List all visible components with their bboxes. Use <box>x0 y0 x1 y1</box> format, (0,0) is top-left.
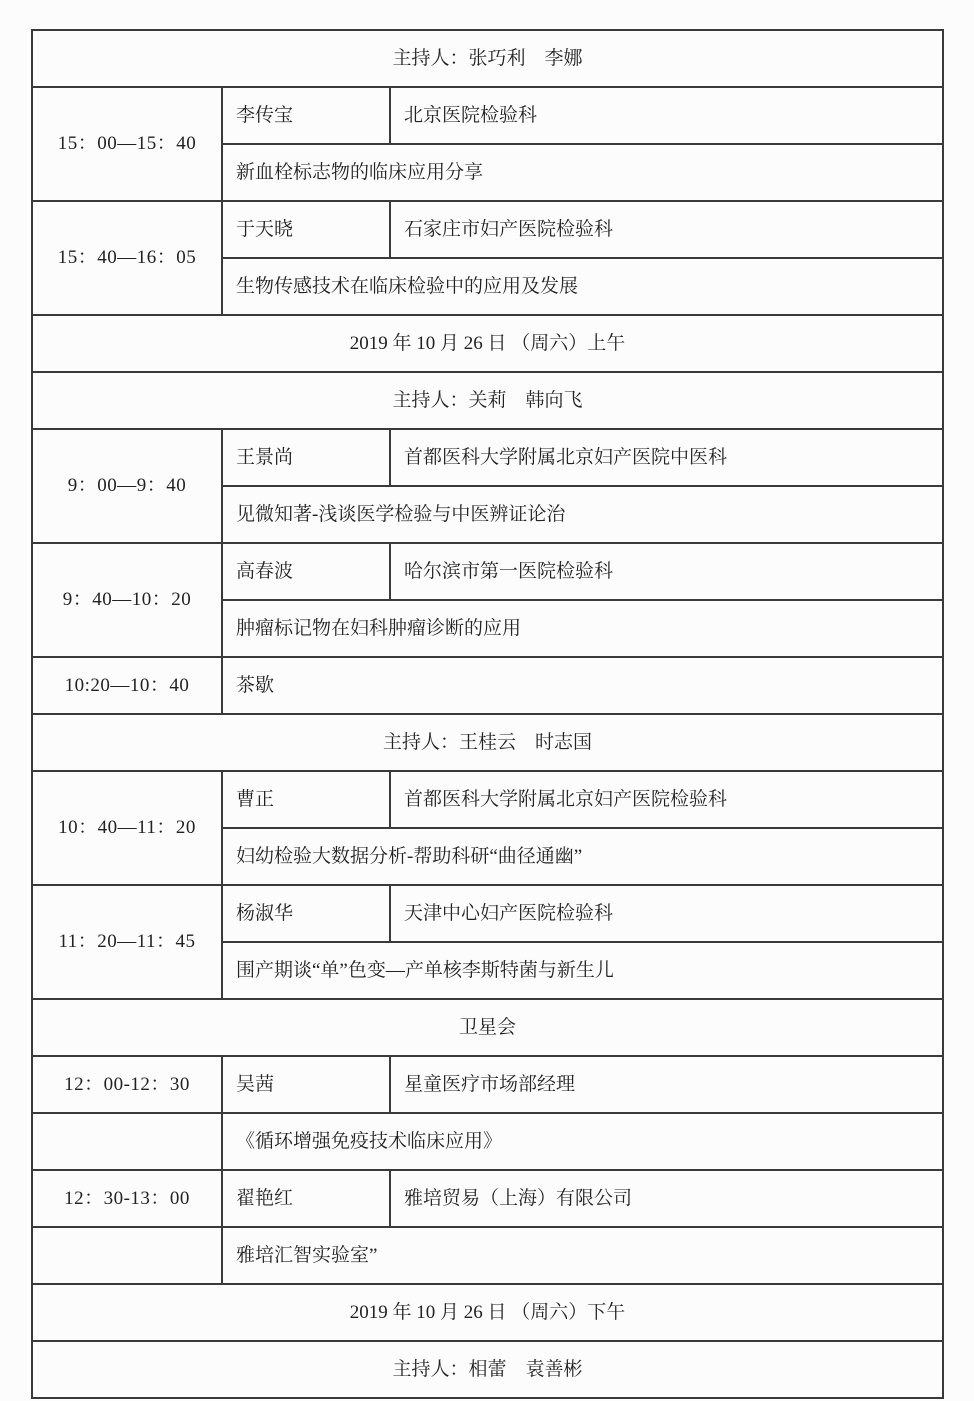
affiliation-cell: 北京医院检验科 <box>390 87 943 144</box>
speaker-name-cell: 李传宝 <box>222 87 390 144</box>
conference-schedule-table <box>31 29 944 1399</box>
host-header-cell: 主持人：张巧利 李娜 <box>32 30 943 87</box>
talk-title-cell: 妇幼检验大数据分析-帮助科研“曲径通幽” <box>222 828 943 885</box>
time-cell: 10：40—11：20 <box>32 771 222 885</box>
time-cell: 10:20—10：40 <box>32 657 222 714</box>
talk-title-cell: 新血栓标志物的临床应用分享 <box>222 144 943 201</box>
table-row <box>32 429 943 486</box>
talk-title-cell: 生物传感技术在临床检验中的应用及发展 <box>222 258 943 315</box>
table-row <box>32 315 943 372</box>
talk-title-cell: 围产期谈“单”色变—产单核李斯特菌与新生儿 <box>222 942 943 999</box>
table-row <box>32 885 943 942</box>
speaker-name-cell: 高春波 <box>222 543 390 600</box>
table-row <box>32 657 943 714</box>
host-header-cell: 主持人：关莉 韩向飞 <box>32 372 943 429</box>
table-row <box>32 87 943 144</box>
table-left-border-stub <box>31 1352 33 1368</box>
table-row <box>32 1284 943 1341</box>
affiliation-cell: 哈尔滨市第一医院检验科 <box>390 543 943 600</box>
time-cell: 12：00-12：30 <box>32 1056 222 1113</box>
time-cell: 12：30-13：00 <box>32 1170 222 1227</box>
affiliation-cell: 首都医科大学附属北京妇产医院中医科 <box>390 429 943 486</box>
table-row <box>32 372 943 429</box>
talk-title-cell: 雅培汇智实验室” <box>222 1227 943 1284</box>
time-cell: 15：40—16：05 <box>32 201 222 315</box>
speaker-name-cell: 翟艳红 <box>222 1170 390 1227</box>
speaker-name-cell: 杨淑华 <box>222 885 390 942</box>
satellite-session-header-cell: 卫星会 <box>32 999 943 1056</box>
affiliation-cell: 石家庄市妇产医院检验科 <box>390 201 943 258</box>
talk-title-cell: 《循环增强免疫技术临床应用》 <box>222 1113 943 1170</box>
host-header-cell: 主持人：王桂云 时志国 <box>32 714 943 771</box>
affiliation-cell: 首都医科大学附属北京妇产医院检验科 <box>390 771 943 828</box>
empty-time-cell <box>32 1113 222 1170</box>
table-row <box>32 30 943 87</box>
table-row <box>32 1056 943 1113</box>
table-row <box>32 714 943 771</box>
affiliation-cell: 雅培贸易（上海）有限公司 <box>390 1170 943 1227</box>
table-row <box>32 1341 943 1398</box>
break-cell: 茶歇 <box>222 657 943 714</box>
time-cell: 11：20—11：45 <box>32 885 222 999</box>
speaker-name-cell: 王景尚 <box>222 429 390 486</box>
speaker-name-cell: 于天晓 <box>222 201 390 258</box>
date-header-cell: 2019 年 10 月 26 日 （周六）下午 <box>32 1284 943 1341</box>
table-row <box>32 201 943 258</box>
time-cell: 9：40—10：20 <box>32 543 222 657</box>
table-row <box>32 1170 943 1227</box>
table-row <box>32 1113 943 1170</box>
affiliation-cell: 天津中心妇产医院检验科 <box>390 885 943 942</box>
host-header-cell: 主持人：相蕾 袁善彬 <box>32 1341 943 1398</box>
table-row <box>32 1227 943 1284</box>
table-row <box>32 771 943 828</box>
empty-time-cell <box>32 1227 222 1284</box>
time-cell: 15：00—15：40 <box>32 87 222 201</box>
affiliation-cell: 星童医疗市场部经理 <box>390 1056 943 1113</box>
time-cell: 9：00—9：40 <box>32 429 222 543</box>
talk-title-cell: 肿瘤标记物在妇科肿瘤诊断的应用 <box>222 600 943 657</box>
talk-title-cell: 见微知著-浅谈医学检验与中医辨证论治 <box>222 486 943 543</box>
date-header-cell: 2019 年 10 月 26 日 （周六）上午 <box>32 315 943 372</box>
speaker-name-cell: 曹正 <box>222 771 390 828</box>
speaker-name-cell: 吴茜 <box>222 1056 390 1113</box>
table-row <box>32 543 943 600</box>
table-row <box>32 999 943 1056</box>
